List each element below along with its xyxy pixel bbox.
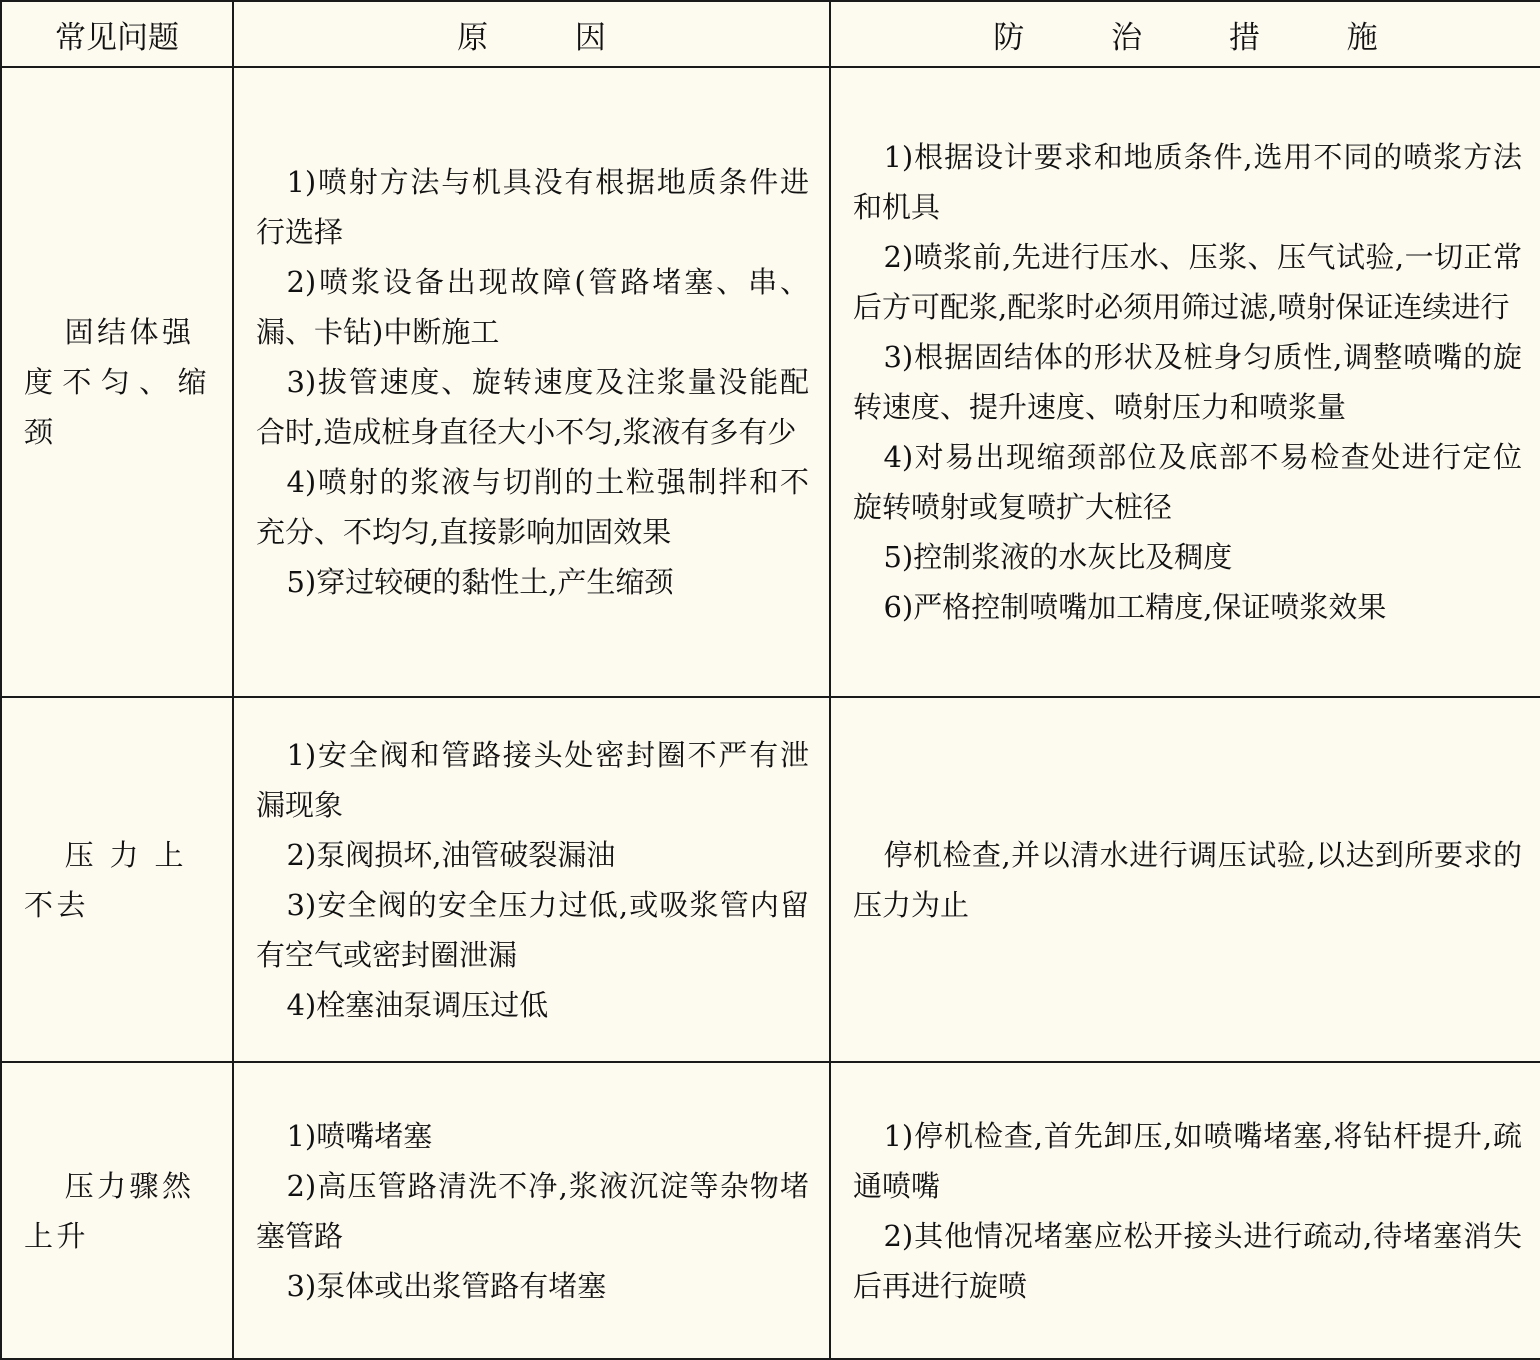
measure-item: 2)其他情况堵塞应松开接头进行疏动,待堵塞消失后再进行旋喷	[853, 1218, 1522, 1303]
cause-item: 3)泵体或出浆管路有堵塞	[286, 1268, 607, 1303]
measure-cell	[830, 1062, 1540, 1359]
measure-item: 4)对易出现缩颈部位及底部不易检查处进行定位旋转喷射或复喷扩大桩径	[853, 440, 1522, 524]
measure-cell	[830, 67, 1540, 697]
cause-item: 1)喷射方法与机具没有根据地质条件进行选择	[256, 165, 809, 249]
cause-item: 3)安全阀的安全压力过低,或吸浆管内留有空气或密封圈泄漏	[256, 887, 809, 972]
header-cause: 原 因	[233, 1, 830, 67]
table-row	[1, 67, 1540, 697]
problem-cell	[1, 67, 233, 697]
table-row	[1, 697, 1540, 1062]
cause-item: 1)安全阀和管路接头处密封圈不严有泄漏现象	[256, 737, 809, 822]
measure-item: 1)停机检查,首先卸压,如喷嘴堵塞,将钻杆提升,疏通喷嘴	[853, 1118, 1522, 1203]
cause-item: 2)喷浆设备出现故障(管路堵塞、串、漏、卡钻)中断施工	[256, 265, 809, 349]
measure-item: 3)根据固结体的形状及桩身匀质性,调整喷嘴的旋转速度、提升速度、喷射压力和喷浆量	[853, 340, 1522, 424]
cause-cell	[233, 67, 830, 697]
cause-item: 2)高压管路清洗不净,浆液沉淀等杂物堵塞管路	[256, 1168, 809, 1253]
cause-item: 2)泵阀损坏,油管破裂漏油	[286, 837, 616, 872]
measure-cell	[830, 697, 1540, 1062]
measure-item: 5)控制浆液的水灰比及稠度	[883, 540, 1233, 574]
cause-item: 5)穿过较硬的黏性土,产生缩颈	[286, 565, 674, 599]
problem-line: 压力上	[64, 837, 200, 872]
header-row	[1, 1, 1540, 67]
problem-cell	[1, 697, 233, 1062]
problem-cell	[1, 1062, 233, 1359]
cause-cell	[233, 697, 830, 1062]
problem-line: 上升	[24, 1218, 89, 1253]
header-problem: 常见问题	[1, 1, 233, 67]
measure-item: 6)严格控制喷嘴加工精度,保证喷浆效果	[883, 590, 1387, 624]
cause-item: 4)喷射的浆液与切削的土粒强制拌和不充分、不均匀,直接影响加固效果	[256, 465, 809, 549]
header-measure: 防 治 措 施	[830, 1, 1540, 67]
problem-line: 不去	[24, 887, 89, 922]
measure-item: 1)根据设计要求和地质条件,选用不同的喷浆方法和机具	[853, 140, 1522, 224]
problem-line: 固结体强	[64, 315, 195, 349]
cause-cell	[233, 1062, 830, 1359]
cause-item: 4)栓塞油泵调压过低	[286, 987, 549, 1022]
measure-item: 2)喷浆前,先进行压水、压浆、压气试验,一切正常后方可配浆,配浆时必须用筛过滤,喷射保证连续进行	[853, 240, 1522, 324]
problem-line: 度不匀、缩颈	[24, 365, 210, 449]
problem-line: 压力骤然	[64, 1168, 195, 1203]
cause-item: 1)喷嘴堵塞	[286, 1118, 433, 1153]
measure-item: 停机检查,并以清水进行调压试验,以达到所要求的压力为止	[853, 837, 1522, 922]
table-row	[1, 1062, 1540, 1359]
cause-item: 3)拔管速度、旋转速度及注浆量没能配合时,造成桩身直径大小不匀,浆液有多有少	[256, 365, 809, 449]
